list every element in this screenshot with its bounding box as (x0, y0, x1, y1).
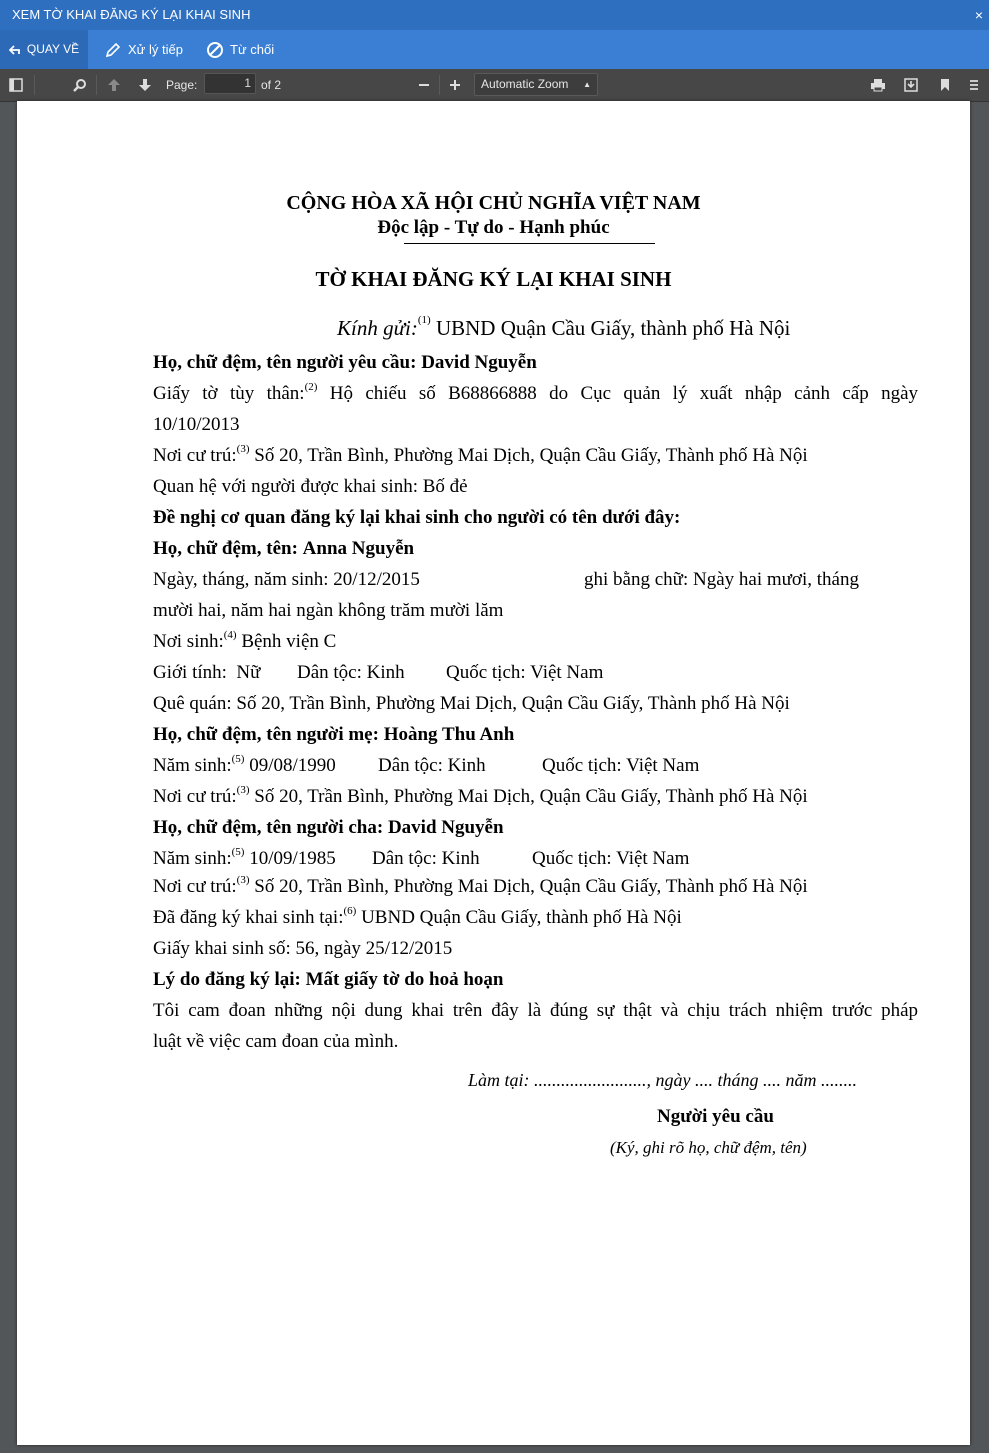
zoom-in-icon[interactable] (443, 69, 467, 101)
hometown-value: Số 20, Trần Bình, Phường Mai Dịch, Quận Cầu Giấy, Thành phố Hà Nội (236, 693, 790, 714)
back-button[interactable] (0, 30, 88, 69)
pdf-page (17, 101, 970, 1445)
id-line-1 (153, 383, 918, 405)
doc-header-motto: Độc lập - Tự do - Hạnh phúc (377, 217, 610, 238)
back-button-label: QUAY VỀ (26, 42, 80, 56)
mother-nationality: Việt Nam (626, 755, 700, 776)
dob-line (153, 569, 420, 591)
child-name-line (153, 538, 414, 560)
process-button[interactable] (104, 30, 183, 69)
child-nationality: Việt Nam (530, 662, 604, 683)
child-nationality-line (446, 662, 603, 684)
relation-value: Bố đẻ (422, 476, 468, 497)
relation-label: Quan hệ với người được khai sinh: (153, 476, 418, 497)
cert-value: 56, ngày 25/12/2015 (295, 938, 453, 959)
mother-ethnic-line (378, 755, 486, 777)
ethnic-label: Dân tộc: (378, 755, 443, 776)
reason-value: Mất giấy tờ do hoả hoạn (305, 969, 504, 990)
dob-value: 20/12/2015 (333, 569, 420, 590)
search-icon[interactable] (68, 69, 92, 101)
signer-note: (Ký, ghi rõ họ, chữ đệm, tên) (610, 1138, 807, 1157)
father-nationality: Việt Nam (616, 848, 690, 869)
gender-label: Giới tính: (153, 662, 227, 683)
back-arrow-icon (9, 44, 21, 56)
birthplace-line (153, 631, 336, 653)
doc-title: TỜ KHAI ĐĂNG KÝ LẠI KHAI SINH (315, 267, 672, 291)
id-value-2: 10/10/2013 (153, 414, 240, 435)
father-yob: 10/09/1985 (249, 848, 336, 869)
residence-label: Nơi cư trú: (153, 876, 237, 897)
dob-words-1: Ngày hai mươi, tháng (692, 569, 859, 590)
residence-value: Số 20, Trần Bình, Phường Mai Dịch, Quận Cầu Giấy, Thành phố Hà Nội (254, 445, 808, 466)
footnote-3: (3) (236, 443, 250, 455)
page-number-input[interactable]: 1 (204, 73, 256, 94)
registered-label: Đã đăng ký khai sinh tại: (153, 907, 344, 928)
doc-header-nation: CỘNG HÒA XÃ HỘI CHỦ NGHĨA VIỆT NAM (286, 192, 701, 214)
signer-title: Người yêu cầu (657, 1106, 774, 1127)
registered-line (153, 907, 682, 929)
dob-label: Ngày, tháng, năm sinh: (153, 569, 329, 590)
father-ethnic: Kinh (441, 848, 480, 869)
tools-icon[interactable] (962, 69, 986, 101)
father-nationality-label: Quốc tịch: (532, 848, 612, 869)
sidebar-toggle-icon[interactable] (4, 69, 28, 101)
footnote-2: (2) (304, 381, 318, 393)
kinh-gui-label: Kính gửi: (337, 316, 418, 340)
kinh-gui-line (337, 316, 790, 341)
requester-name: David Nguyễn (421, 352, 537, 373)
mother-line (153, 724, 514, 746)
child-ethnic-line (297, 662, 405, 684)
father-yob-line (153, 848, 336, 870)
dob-words-line (584, 569, 859, 591)
reject-button[interactable] (206, 30, 274, 69)
zoom-select-value: Automatic Zoom (481, 77, 569, 91)
father-line (153, 817, 504, 839)
child-name: Anna Nguyễn (302, 538, 415, 559)
dob-words-label: ghi bằng chữ: (584, 569, 689, 590)
page-label: Page: (166, 78, 198, 92)
ban-icon (206, 41, 224, 59)
window-title: XEM TỜ KHAI ĐĂNG KÝ LẠI KHAI SINH (12, 7, 251, 22)
yob-label: Năm sinh: (153, 848, 232, 869)
pdf-toolbar (0, 69, 989, 102)
pledge-line-2: luật về việc cam đoan của mình. (153, 1031, 399, 1052)
reject-button-label: Từ chối (230, 42, 275, 57)
residence-label: Nơi cư trú: (153, 445, 237, 466)
registered-value: UBND Quận Cầu Giấy, thành phố Hà Nội (361, 907, 682, 928)
footnote-4: (4) (223, 629, 237, 641)
window-titlebar (0, 0, 989, 30)
reason-line (153, 969, 503, 991)
mother-yob-line (153, 755, 336, 777)
child-label: Họ, chữ đệm, tên: (153, 538, 298, 559)
birthplace-value: Bệnh viện C (241, 631, 337, 652)
footnote-6: (6) (343, 905, 357, 917)
footnote-3: (3) (236, 784, 250, 796)
father-residence-line (153, 876, 808, 898)
ethnic-label: Dân tộc: (372, 848, 437, 869)
birthplace-label: Nơi sinh: (153, 631, 224, 652)
gender-value: Nữ (236, 662, 261, 683)
pledge-line-1: Tôi cam đoan những nội dung khai trên đây là đúng sự thật và chịu trách nhiệm trước pháp (153, 1000, 918, 1021)
mother-label: Họ, chữ đệm, tên người mẹ: (153, 724, 379, 745)
father-ethnic-line (372, 848, 480, 870)
kinh-gui-value: UBND Quận Cầu Giấy, thành phố Hà Nội (435, 316, 791, 340)
footnote-1: (1) (417, 314, 431, 326)
father-residence: Số 20, Trần Bình, Phường Mai Dịch, Quận Cầu Giấy, Thành phố Hà Nội (254, 876, 808, 897)
father-name: David Nguyễn (387, 817, 504, 838)
reason-label: Lý do đăng ký lại: (153, 969, 301, 990)
child-ethnic: Kinh (366, 662, 405, 683)
select-arrows-icon: ▲ (583, 80, 591, 89)
mother-ethnic: Kinh (447, 755, 486, 776)
mother-name: Hoàng Thu Anh (383, 724, 515, 745)
hometown-label: Quê quán: (153, 693, 232, 714)
footnote-5: (5) (231, 753, 245, 765)
request-heading: Đề nghị cơ quan đăng ký lại khai sinh cho người có tên dưới đây: (153, 507, 681, 528)
father-nationality-line (532, 848, 689, 870)
hometown-line (153, 693, 790, 715)
motto-underline (404, 243, 655, 244)
print-icon[interactable] (866, 69, 890, 101)
cert-line (153, 938, 452, 960)
requester-label: Họ, chữ đệm, tên người yêu cầu: (153, 352, 417, 373)
place-date-line: Làm tại: ........................., ngày .... tháng .... năm ........ (468, 1070, 857, 1090)
footnote-5: (5) (231, 846, 245, 858)
process-button-label: Xử lý tiếp (128, 42, 183, 57)
action-toolbar (0, 30, 989, 69)
nationality-label: Quốc tịch: (542, 755, 622, 776)
nationality-label: Quốc tịch: (446, 662, 526, 683)
relation-line (153, 476, 468, 498)
residence-label: Nơi cư trú: (153, 786, 237, 807)
dob-words-2: mười hai, năm hai ngàn không trăm mười lăm (153, 600, 504, 621)
previous-page-icon[interactable] (102, 69, 126, 101)
bookmark-icon[interactable] (933, 69, 957, 101)
zoom-out-icon[interactable] (412, 69, 436, 101)
cert-label: Giấy khai sinh số: (153, 938, 291, 959)
mother-residence: Số 20, Trần Bình, Phường Mai Dịch, Quận Cầu Giấy, Thành phố Hà Nội (254, 786, 808, 807)
id-value-1: Hộ chiếu số B68866888 do Cục quản lý xuất nhập cảnh cấp ngày (329, 383, 919, 404)
mother-nationality-line (542, 755, 699, 777)
ethnic-label: Dân tộc: (297, 662, 362, 683)
pencil-icon (104, 41, 122, 59)
download-icon[interactable] (899, 69, 923, 101)
next-page-icon[interactable] (133, 69, 157, 101)
father-label: Họ, chữ đệm, tên người cha: (153, 817, 384, 838)
close-icon[interactable]: × (974, 7, 983, 23)
yob-label: Năm sinh: (153, 755, 232, 776)
footnote-3: (3) (236, 874, 250, 886)
mother-yob: 09/08/1990 (249, 755, 336, 776)
zoom-select[interactable] (474, 73, 598, 96)
requester-line (153, 352, 537, 374)
page-total: of 2 (261, 78, 282, 92)
id-label: Giấy tờ tùy thân: (153, 383, 305, 404)
gender-line (153, 662, 260, 684)
residence-line (153, 445, 808, 467)
mother-residence-line (153, 786, 808, 808)
